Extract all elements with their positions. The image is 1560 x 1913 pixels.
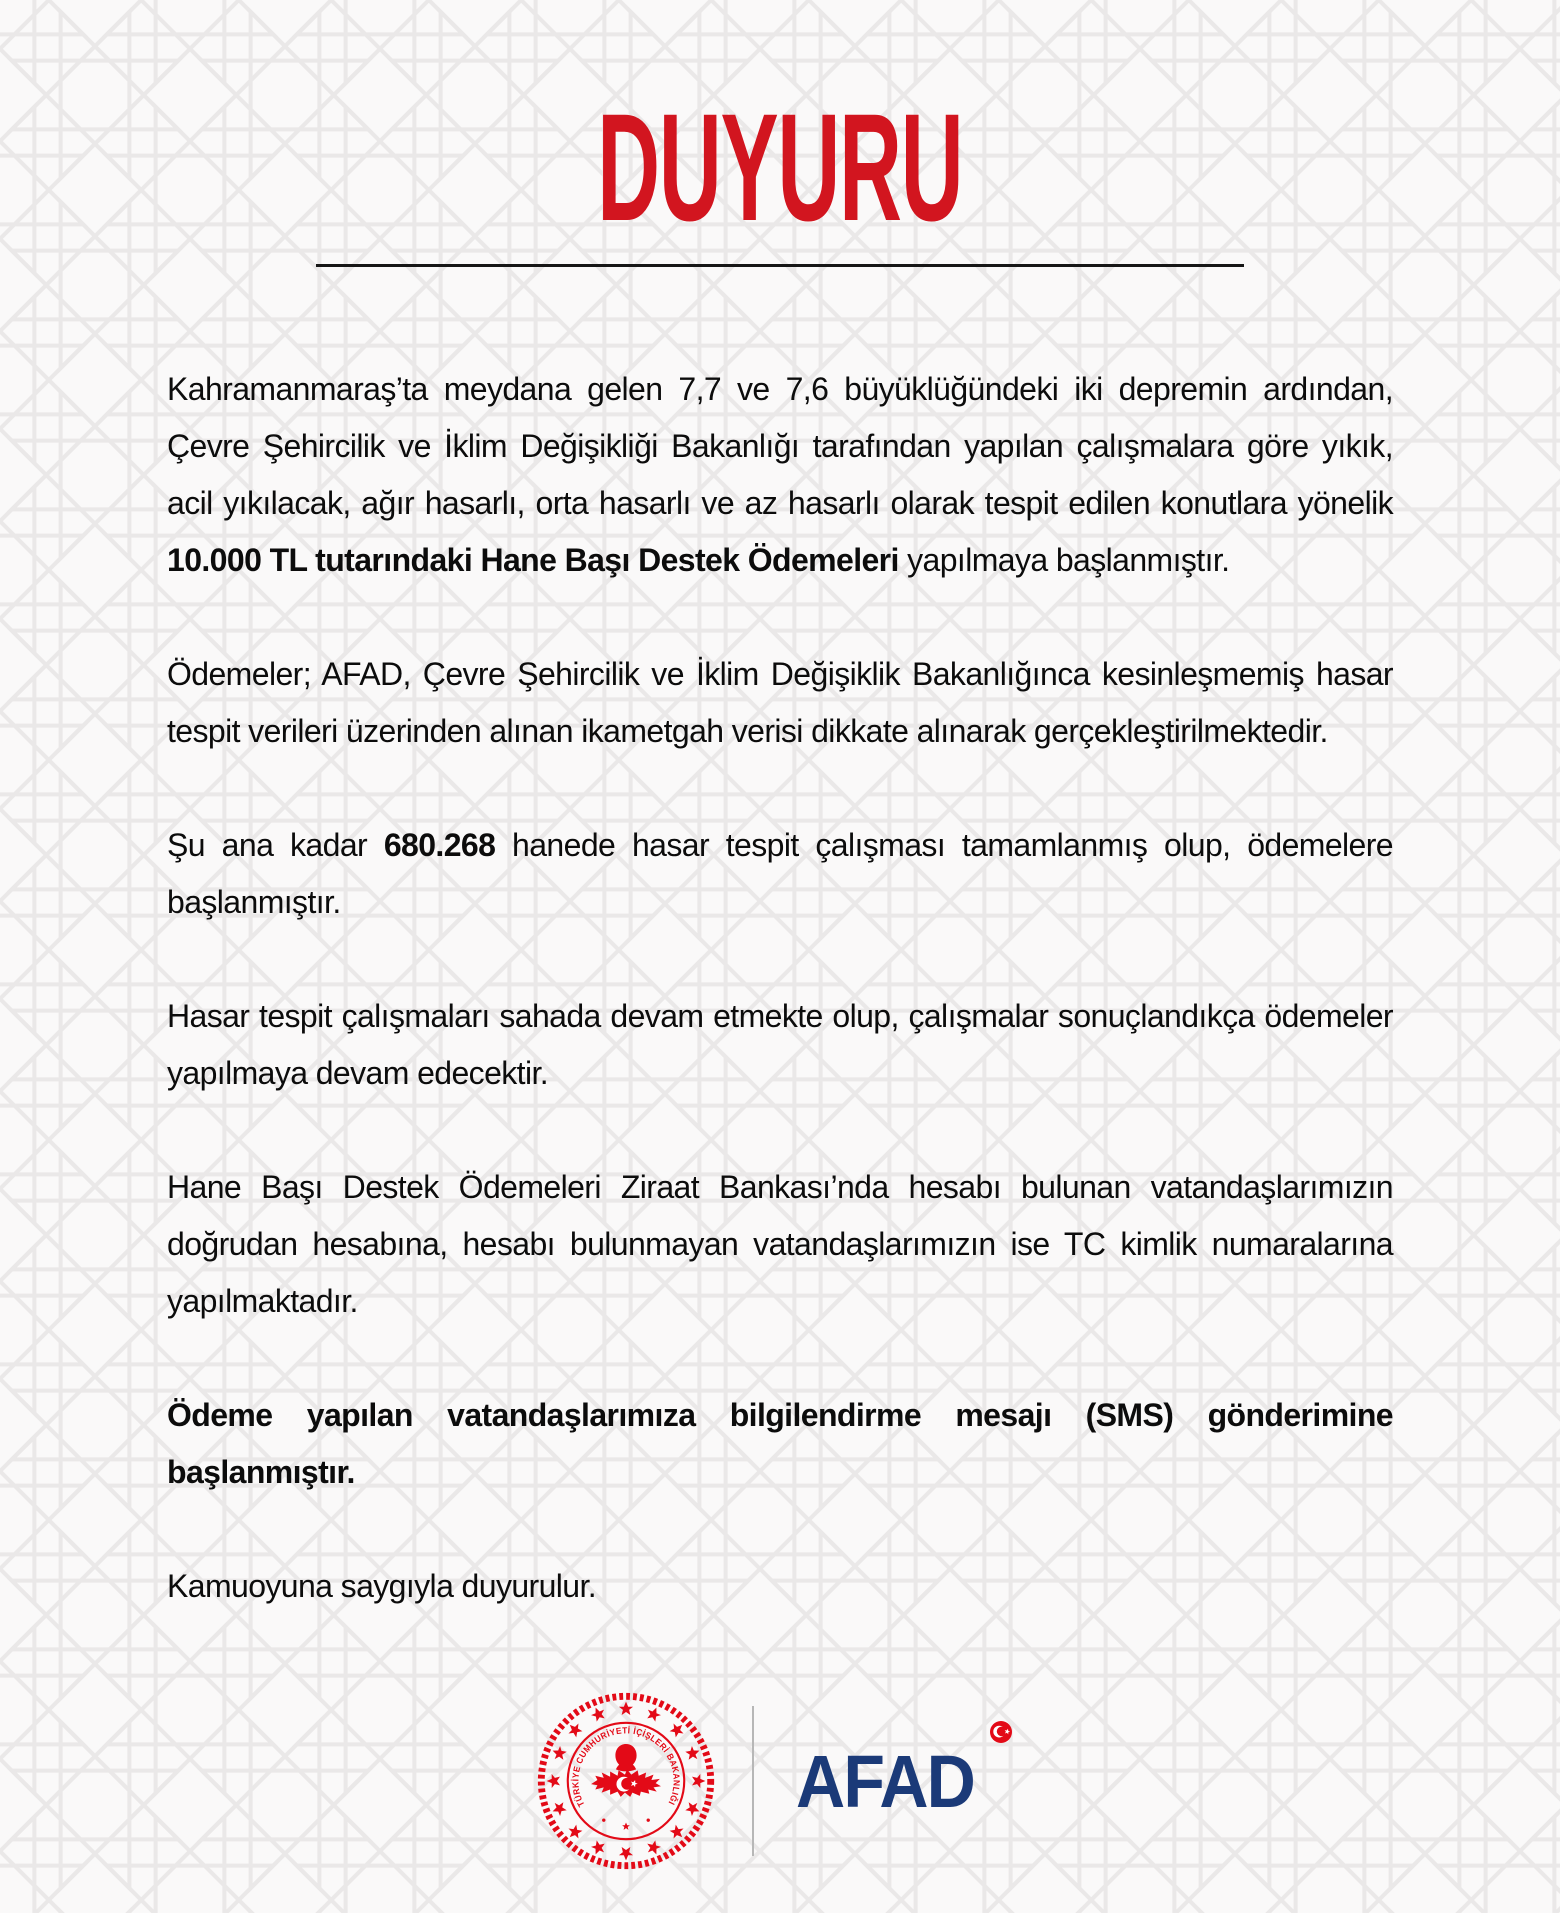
paragraph-1-bold: 10.000 TL tutarındaki Hane Başı Destek Ödemeleri: [167, 542, 899, 578]
paragraph-4: [167, 988, 1393, 1102]
ataturk-silhouette: [616, 1744, 637, 1771]
paragraph-6: [167, 1387, 1393, 1501]
footer-logos: [0, 1691, 1560, 1871]
title-divider: [316, 264, 1244, 267]
page-title: DUYURU: [597, 81, 963, 253]
logo-divider: [752, 1706, 754, 1856]
paragraph-1-tail: yapılmaya başlanmıştır.: [898, 542, 1230, 578]
paragraph-3-tail: hanede hasar tespit çalışması tamamlanmış olup, ödemelere başlanmıştır.: [167, 827, 1393, 920]
paragraph-1: [167, 361, 1393, 589]
paragraph-5: [167, 1159, 1393, 1330]
seal-bottom-ornaments: [602, 1818, 650, 1829]
afad-logo-text: AFAD: [796, 1739, 975, 1823]
paragraph-7: [167, 1558, 1393, 1615]
paragraph-3-bold: 680.268: [383, 827, 496, 863]
ministry-seal-logo: [536, 1691, 716, 1871]
turkish-flag-badge-icon: [984, 1715, 1018, 1749]
header: [0, 0, 1560, 267]
paragraph-4-text: Hasar tespit çalışmaları sahada devam etmekte olup, çalışmalar sonuçlandıkça ödemeler yapılmaya devam edecektir.: [167, 998, 1393, 1091]
paragraph-6-text: Ödeme yapılan vatandaşlarımıza bilgilendirme mesajı (SMS) gönderimine başlanmıştır.: [167, 1397, 1393, 1490]
announcement-body: [0, 361, 1560, 1615]
paragraph-7-text: Kamuoyuna saygıyla duyurulur.: [167, 1568, 597, 1604]
paragraph-5-text: Hane Başı Destek Ödemeleri Ziraat Bankası’nda hesabı bulunan vatandaşlarımızın doğrudan hesabına, hesabı bulunmayan vatandaşlarımızın ise TC kimlik numaralarına yapılmaktadır.: [167, 1169, 1393, 1319]
paragraph-3-text: Şu ana kadar: [167, 827, 384, 863]
paragraph-3: [167, 817, 1393, 931]
seal-circular-text: TÜRKİYE CUMHURİYETİ İÇİŞLERİ BAKANLIĞI: [570, 1725, 683, 1809]
paragraph-2: [167, 646, 1393, 760]
paragraph-1-text: Kahramanmaraş’ta meydana gelen 7,7 ve 7,6 büyüklüğündeki iki depremin ardından, Çevre Şehircilik ve İklim Değişikliği Bakanlığı tarafından yapılan çalışmalara göre yıkık, acil yıkılacak, ağır hasarlı, orta hasarlı ve az hasarlı olarak tespit edilen konutlara yönelik: [167, 371, 1393, 521]
paragraph-2-text: Ödemeler; AFAD, Çevre Şehircilik ve İklim Değişiklik Bakanlığınca kesinleşmemiş hasar tespit verileri üzerinden alınan ikametgah verisi dikkate alınarak gerçekleştirilmektedir.: [167, 656, 1393, 749]
afad-logo: [796, 1739, 1023, 1824]
